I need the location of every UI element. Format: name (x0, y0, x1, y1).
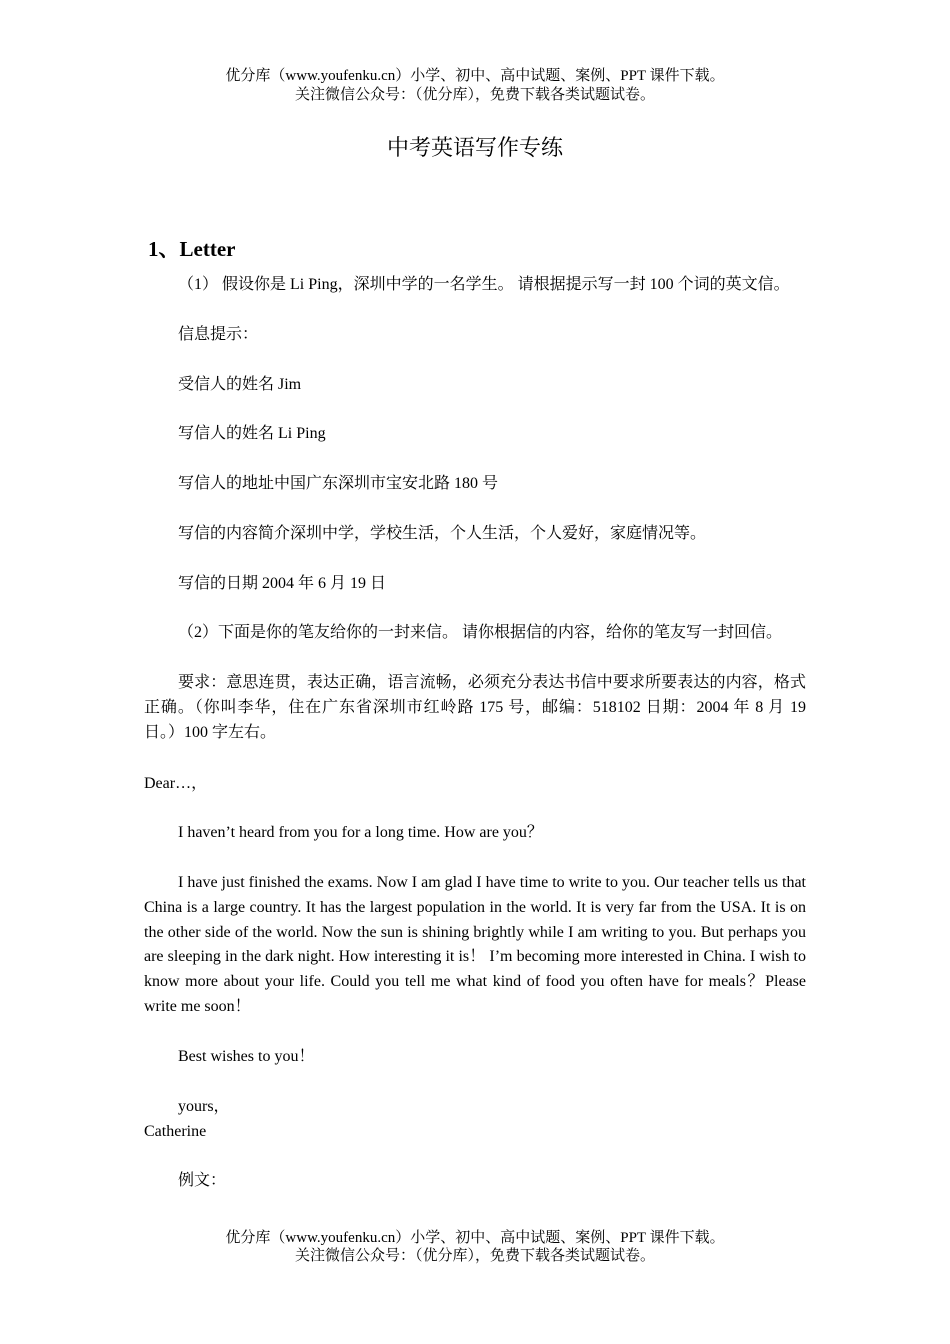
letter-opening: I haven’t heard from you for a long time. How are you？ (178, 824, 543, 841)
info-content: 写信的内容简介深圳中学，学校生活，个人生活，个人爱好，家庭情况等。 (178, 525, 707, 542)
sample-label: 例文： (178, 1172, 227, 1189)
task-1-instruction: （1） 假设你是 Li Ping，深圳中学的一名学生。 请根据提示写一封 100 个词的英文信。 (178, 276, 790, 293)
letter-closing: Best wishes to you！ (178, 1048, 315, 1065)
info-label: 信息提示： (178, 326, 259, 343)
letter-salutation: Dear…， (144, 775, 208, 792)
task-requirements: 要求：意思连贯，表达正确，语言流畅，必须充分表达书信中要求所要表达的内容，格式正确。（你叫李华，住在广东省深圳市红岭路 175 号，邮编：518102 日期：2004 年 8 月 19 日。）100 字左右。 (144, 674, 806, 741)
info-writer: 写信人的姓名 Li Ping (178, 425, 326, 442)
page-header-line-1: 优分库（www.youfenku.cn）小学、初中、高中试题、案例、PPT 课件下载。 (225, 68, 725, 84)
document-title: 中考英语写作专练 (386, 135, 563, 160)
letter-signoff: yours， (178, 1098, 230, 1115)
task-2-instruction: （2）下面是你的笔友给你的一封来信。 请你根据信的内容，给你的笔友写一封回信。 (178, 624, 783, 641)
letter-body: I have just finished the exams. Now I am glad I have time to write to you. Our teacher tells us that China is a large country. It has the largest population in the world. It is very far from the USA. It is on the other side of the world. Now the sun is shining brightly while I am writing to you. But perhaps you are sleeping in the dark night. How interesting it is！ I’m becoming more interested in China. I wish to know more about your life. Could you tell me what kind of food you often have for meals？Please write me soon！ (144, 874, 806, 1015)
page-header-line-2: 关注微信公众号：（优分库），免费下载各类试题试卷。 (294, 87, 655, 103)
page-footer-line-1: 优分库（www.youfenku.cn）小学、初中、高中试题、案例、PPT 课件下载。 (225, 1230, 725, 1246)
letter-signature: Catherine (144, 1123, 207, 1140)
info-recipient: 受信人的姓名 Jim (178, 376, 302, 393)
info-date: 写信的日期 2004 年 6 月 19 日 (178, 575, 387, 592)
section-heading: 1、Letter (148, 237, 236, 261)
page-footer-line-2: 关注微信公众号：（优分库），免费下载各类试题试卷。 (294, 1248, 655, 1264)
info-address: 写信人的地址中国广东深圳市宝安北路 180 号 (178, 475, 499, 492)
